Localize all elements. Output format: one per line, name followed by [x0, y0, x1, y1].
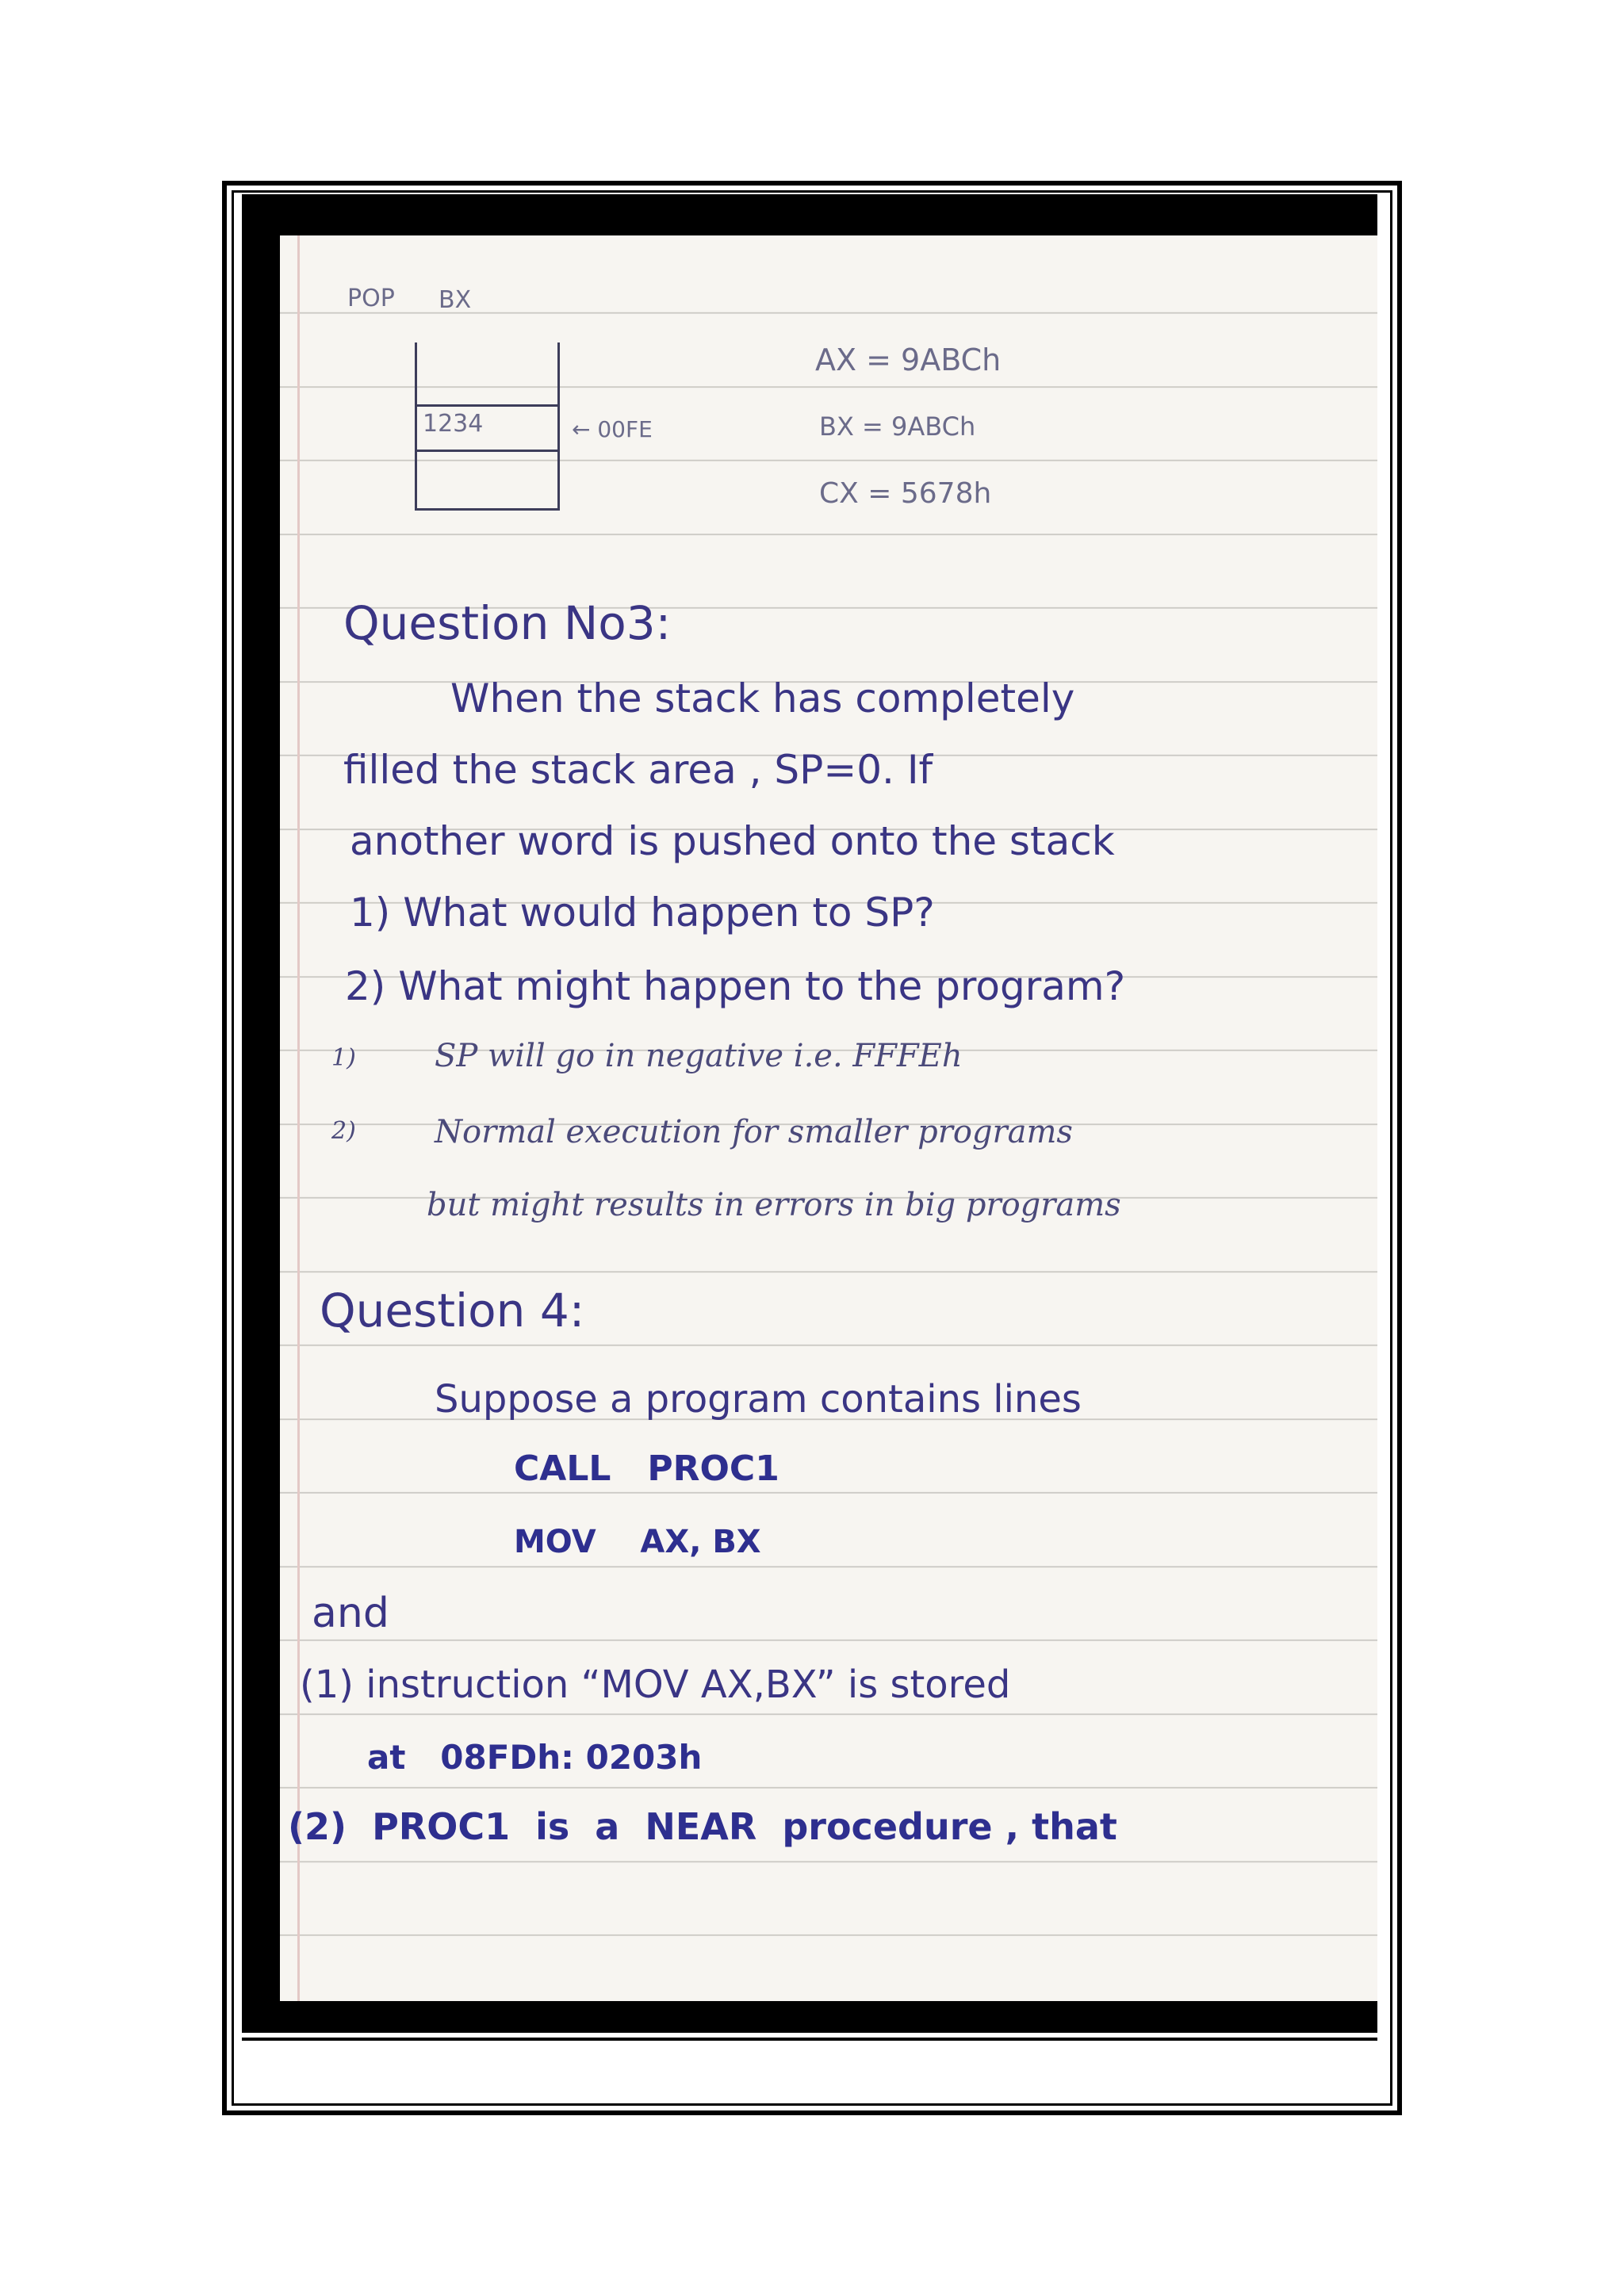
register-cx: CX = 5678h: [819, 477, 992, 510]
question4-intro: Suppose a program contains lines: [435, 1377, 1082, 1422]
code-line: MOV AX, BX: [514, 1524, 761, 1560]
question3-line: 2) What might happen to the program?: [345, 963, 1126, 1009]
question3-line: 1) What would happen to SP?: [350, 890, 935, 936]
pop-operand: BX: [439, 286, 472, 314]
stack-pointer-label: ← 00FE: [572, 416, 653, 442]
stack-row-divider: [417, 450, 557, 452]
notebook-page: [280, 235, 1377, 2001]
pop-op: POP: [347, 285, 395, 312]
question4-item: (2) PROC1 is a NEAR procedure , that: [288, 1805, 1117, 1848]
answer-number: 1): [331, 1044, 356, 1072]
question3-line: another word is pushed onto the stack: [350, 818, 1115, 864]
stack-cell-value: 1234: [423, 410, 484, 438]
margin-line: [297, 235, 300, 2001]
and-word: and: [312, 1590, 389, 1637]
scan-border-bottom: [242, 2001, 1377, 2033]
scan-border-left: [242, 194, 280, 2015]
answer-line: Normal execution for smaller programs: [435, 1114, 1073, 1150]
code-line: CALL PROC1: [514, 1448, 779, 1489]
question4-item: at 08FDh: 0203h: [367, 1738, 703, 1777]
question4-title: Question 4:: [320, 1284, 585, 1337]
question4-item: (1) instruction “MOV AX,BX” is stored: [300, 1663, 1011, 1707]
question3-line: filled the stack area , SP=0. If: [343, 747, 933, 793]
answer-number: 2): [331, 1117, 356, 1145]
question3-line: When the stack has completely: [450, 675, 1075, 721]
answer-line: but might results in errors in big programs: [427, 1187, 1121, 1223]
answer-line: SP will go in negative i.e. FFFEh: [435, 1038, 963, 1074]
question3-title: Question No3:: [343, 596, 672, 650]
scan-rule-bottom: [242, 2038, 1377, 2041]
stack-row-divider: [417, 404, 557, 407]
register-ax: AX = 9ABCh: [815, 342, 1002, 377]
scan-border-top: [242, 194, 1377, 235]
register-bx: BX = 9ABCh: [819, 411, 976, 442]
